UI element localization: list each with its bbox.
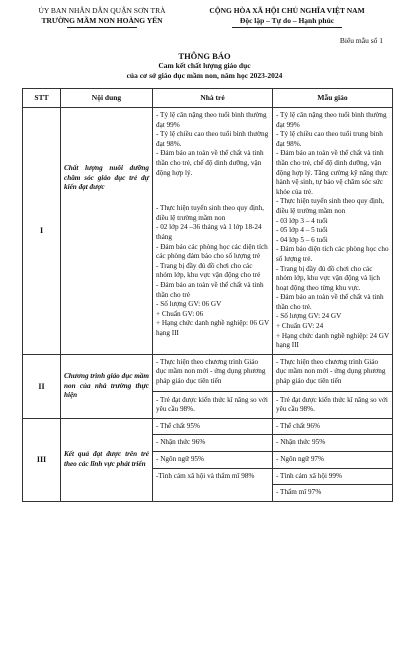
cell-line: + Chuẩn GV: 06 (156, 309, 204, 318)
row-content: Chất lượng nuôi dưỡng chăm sóc giáo dục trẻ dự kiến đạt được (61, 108, 153, 355)
table-row (23, 418, 393, 501)
row-nha-tre (153, 108, 273, 355)
cell-line: - Thực hiện theo chương trình Giáo dục mầm non mới - ứng dụng phương pháp giáo dục tiên tiến (156, 357, 266, 386)
cell-line: - Số lượng GV: 24 GV (276, 312, 342, 321)
document-header (22, 6, 387, 28)
motto-underline (232, 27, 342, 28)
table-row (23, 108, 393, 355)
cell-line: - 03 lớp 3 – 4 tuổi (276, 216, 328, 225)
issuer-underline (67, 27, 137, 28)
national-motto: Độc lập – Tự do – Hạnh phúc (239, 16, 335, 25)
row-content: Kết quả đạt được trên trẻ theo các lĩnh vực phát triển (61, 418, 153, 501)
cell-line: - Nhận thức 95% (273, 435, 392, 452)
cell-line: - Tỷ lệ cân nặng theo tuổi bình thường đạt 99% (276, 111, 387, 129)
national-motto-block (187, 6, 387, 28)
cell-line: - 05 lớp 4 – 5 tuổi (276, 226, 328, 235)
cell-line: - Tình cảm xã hội 99% (273, 469, 392, 486)
cell-line: - Thể chất 95% (153, 419, 272, 436)
form-number: Biểu mẫu số 1 (339, 36, 383, 45)
cell-gap (156, 178, 269, 204)
header-mau-giao: Mẫu giáo (273, 89, 393, 108)
cell-line: - 02 lớp 24 –36 tháng và 1 lớp 18-24 tháng (156, 223, 262, 241)
cell-line: - Đảm bảo an toàn về thể chất và tinh thần cho trẻ. (276, 293, 384, 311)
row-mau-giao (273, 418, 393, 501)
cell-line: - Trang bị đầy đủ đồ chơi cho các nhóm lớp, khu vực vận động cho trẻ (156, 261, 261, 280)
row-mau-giao (273, 108, 393, 355)
cell-line: + Hạng chức danh nghề nghiệp: 06 GV hạng III (156, 319, 270, 337)
cell-divider (273, 391, 392, 392)
cell-line: - Tỷ lệ chiều cao theo tuổi bình thường đạt 98%. (156, 130, 269, 148)
cell-line: - Đảm bảo diện tích các phòng học cho số lượng trẻ. (276, 245, 389, 263)
cell-line: - Ngôn ngữ 97% (273, 452, 392, 469)
header-nha-tre: Nhà trẻ (153, 89, 273, 108)
issuer-block (22, 6, 182, 28)
cell-divider (153, 391, 272, 392)
notice-subtitle-2: của cơ sở giáo dục mầm non, năm học 2023-2024 (126, 70, 283, 80)
table-header-row (23, 89, 393, 108)
cell-line: - Đảm bảo các phòng học các diện tích các phòng đảm bảo cho số lượng trẻ (156, 242, 268, 261)
issuer-authority: ỦY BAN NHÂN DÂN QUẬN SƠN TRÀ (38, 6, 166, 15)
commitment-table (22, 88, 393, 502)
notice-subtitle-1: Cam kết chất lượng giáo dục (158, 61, 251, 70)
cell-line: - Tỷ lệ cân nặng theo tuổi bình thường đạt 99% (156, 111, 267, 129)
cell-line: - Đảm bảo an toàn về thể chất và tinh thần cho trẻ, chế độ dinh dưỡng, vận động hợp lý. (156, 149, 264, 177)
cell-line: + Hạng chức danh nghề nghiệp: 24 GV hạng III (276, 331, 390, 350)
row-mau-giao (273, 354, 393, 418)
cell-line: - Trẻ đạt được kiến thức kĩ năng so với yêu cầu 98%. (156, 395, 268, 414)
cell-line: - Thực hiện theo chương trình Giáo dục mầm non mới - ứng dụng phương pháp giáo dục tiên tiến (276, 357, 386, 386)
cell-line: - Đảm bảo an toàn về thể chất và tinh thần cho trẻ, chế độ dinh dưỡng, vận động hợp lý. Tăng cường kỹ năng thực hành vệ sinh, tự bảo vệ chăm sóc sức khỏe của trẻ. (276, 149, 388, 196)
cell-line: -Tình cảm xã hội và thẩm mĩ 98% (156, 471, 255, 480)
cell-line: - Trẻ đạt được kiến thức kĩ năng so với yêu cầu 98%. (276, 395, 388, 414)
cell-line: - Tỷ lệ chiều cao theo tuổi trung bình đạt 98%. (276, 130, 383, 148)
cell-line: + Chuẩn GV: 24 (276, 322, 324, 331)
row-content: Chương trình giáo dục mầm non của nhà trường thực hiện (61, 354, 153, 418)
row-stt: II (23, 354, 61, 418)
cell-line: - Ngôn ngữ 95% (153, 452, 272, 469)
national-title: CỘNG HÒA XÃ HỘI CHỦ NGHĨA VIỆT NAM (209, 6, 365, 15)
cell-line: - Nhận thức 96% (153, 435, 272, 452)
cell-line: - Số lượng GV: 06 GV (156, 300, 222, 309)
row-stt: I (23, 108, 61, 355)
cell-line: - Thẩm mĩ 97% (276, 488, 322, 497)
notice-title: THÔNG BÁO (178, 51, 231, 61)
row-nha-tre (153, 418, 273, 501)
table-row (23, 354, 393, 418)
header-stt: STT (23, 89, 61, 108)
cell-line: - Thực hiện tuyển sinh theo quy định, điều lệ trường mầm non (276, 197, 384, 215)
cell-line: - Trang bị đầy đủ đồ chơi cho các nhóm lớp, khu vực vận động và lịch hoạt động theo từng khu vực. (276, 264, 380, 292)
issuer-school: TRƯỜNG MẦM NON HOÀNG YẾN (41, 16, 163, 25)
header-content: Nội dung (61, 89, 153, 108)
row-stt: III (23, 418, 61, 501)
cell-line: - Đảm bảo an toàn về thể chất và tinh thần cho trẻ (156, 280, 264, 299)
row-nha-tre (153, 354, 273, 418)
cell-line: - 04 lớp 5 – 6 tuổi (276, 235, 328, 244)
cell-line: - Thể chất 96% (273, 419, 392, 436)
cell-line: - Thực hiện tuyển sinh theo quy định, điều lệ trường mầm non (156, 204, 264, 222)
